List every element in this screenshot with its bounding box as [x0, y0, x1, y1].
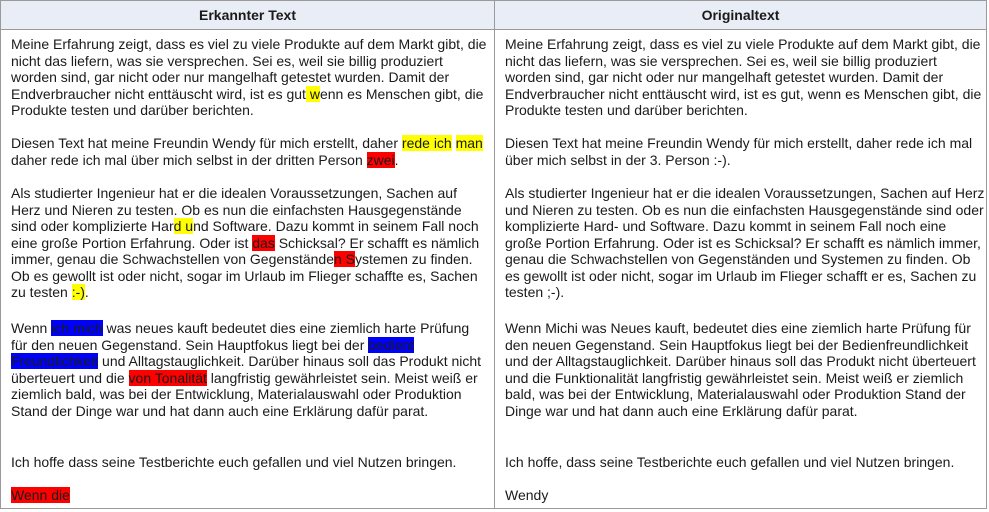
text-segment: daher rede ich mal über mich selbst in der dritten Person — [11, 151, 367, 168]
highlight-red: Wenn die — [11, 487, 70, 503]
highlight-yellow: rede ich — [401, 135, 452, 151]
recognized-paragraph-2 — [11, 135, 489, 168]
text-segment: . — [394, 151, 399, 168]
text-segment: Herz und Nieren zu testen. Ob es nun die einfachsten Hausgegenstände — [11, 201, 462, 218]
text-segment: die Produkte testen und darüber berichten. — [11, 85, 484, 118]
text-segment: was neues kauft bedeutet dies eine ziemlich harte — [102, 320, 417, 336]
original-paragraph-1: Meine Erfahrung zeigt, dass es viel zu viele Produkte auf dem Markt gibt, die nicht das liefern, was sie versprechen. Sei es, weil sie billig produziert worden sind, gar nicht oder nur mangelhaft getestet wurden. Damit der Endverbraucher nicht enttäuscht wird, ist es gut, wenn es Menschen gibt, die Produkte testen und darüber berichten. — [505, 36, 982, 118]
text-segment: Prüfung für den neuen Gegenstand. Sein Hauptfokus liegt bei der — [11, 320, 470, 353]
text-segment: schaffte es, Sachen zu testen — [11, 267, 478, 300]
text-segment: nämlich immer, genau die Schwachstellen von Gegenstände — [11, 234, 480, 267]
text-segment: sind oder komplizierte Har — [11, 218, 174, 234]
text-segment: eine Erklärung dafür parat. — [258, 402, 429, 419]
text-segment: die nicht das liefern, was sie versprechen. Sei es, weil sie billig produziert — [11, 36, 487, 69]
recognized-paragraph-4 — [11, 320, 489, 419]
recognized-paragraph-3 — [11, 185, 489, 301]
header-original-text: Originaltext — [495, 1, 986, 30]
recognized-paragraph-1 — [11, 36, 489, 119]
text-segment: und Alltagstauglichkeit. Darüber hinaus soll das — [98, 353, 396, 369]
text-segment: noch eine große Portion Erfahrung. Oder ist — [11, 218, 479, 251]
highlight-red: zwei — [366, 151, 395, 168]
text-segment: Als studierter Ingenieur hat er die idealen Voraussetzungen, Sachen auf — [11, 185, 457, 201]
text-segment: sein. Meist weiß er ziemlich bald, was bei der Entwicklung, — [11, 369, 478, 402]
text-segment: langfristig gewährleistet — [206, 369, 358, 386]
recognized-text-column — [1, 30, 495, 508]
text-segment: Schicksal? Er schafft es — [274, 234, 428, 251]
text-segment: ystemen — [355, 251, 408, 267]
text-segment: Materialauswahl oder Produktion Stand der Dinge war und hat dann auch — [11, 386, 462, 419]
highlight-yellow: d u — [173, 218, 194, 234]
recognized-paragraph-6 — [11, 487, 489, 504]
highlight-blue: bedient Freundlichkeit — [11, 336, 415, 369]
original-paragraph-3: Als studierter Ingenieur hat er die idealen Voraussetzungen, Sachen auf Herz und Nieren zu testen. Ob es nun die einfachsten Hausgegenstände sind oder komplizierte Hard- und Software. Dazu kommt in seinem Fall noch eine große Portion Erfahrung. Oder ist es Schicksal? Er schafft es nämlich immer, genau die Schwachstellen von Gegenständen und Systemen zu finden. Ob es gewollt ist oder nicht, sogar im Urlaub im Flieger schafft er es, Sachen zu testen ;-). — [505, 185, 985, 300]
original-paragraph-6: Wendy — [505, 487, 549, 503]
text-segment: . — [84, 284, 89, 300]
highlight-yellow: man — [455, 135, 483, 151]
text-segment: Ich hoffe dass seine Testberichte euch gefallen und viel Nutzen bringen. — [11, 454, 457, 470]
text-segment: Wenn — [11, 320, 52, 336]
highlight-yellow: w — [305, 85, 320, 102]
text-segment: Meine Erfahrung zeigt, dass es viel zu viele Produkte auf dem Markt gibt, — [11, 36, 464, 52]
text-segment: Produkt nicht überteuert und die — [11, 353, 482, 386]
original-paragraph-4: Wenn Michi was Neues kauft, bedeutet dies eine ziemlich harte Prüfung für den neuen Gegenstand. Sein Hauptfokus liegt bei der Bedienfreundlichkeit und der Alltagstauglichkeit. Darüber hinaus soll das Produkt nicht überteuert und die Funktionalität langfristig gewährleistet sein. Meist weiß er ziemlich bald, was bei der Entwicklung, Materialauswahl oder Produktion Stand der Dinge war und hat dann auch eine Erklärung dafür parat. — [505, 320, 976, 419]
highlight-yellow: :-) — [71, 284, 85, 300]
highlight-blue: ich mich — [51, 320, 103, 336]
header-recognized-text: Erkannter Text — [1, 1, 495, 30]
text-segment: zu finden. Ob es gewollt ist oder nicht, sogar im Urlaub im Flieger — [11, 251, 473, 284]
highlight-red: von Tonalität — [128, 369, 207, 386]
text-segment: enn es Menschen gibt, — [319, 85, 461, 102]
text-segment: Endverbraucher nicht enttäuscht wird, ist es gut — [11, 85, 306, 102]
text-segment: Diesen Text hat meine Freundin Wendy für mich erstellt, daher — [11, 135, 402, 151]
original-paragraph-5: Ich hoffe, dass seine Testberichte euch gefallen und viel Nutzen bringen. — [505, 454, 955, 470]
highlight-red: das — [252, 234, 275, 251]
original-text-column — [495, 30, 986, 508]
highlight-red: n S — [333, 251, 355, 267]
recognized-paragraph-5 — [11, 454, 489, 471]
original-paragraph-2: Diesen Text hat meine Freundin Wendy für mich erstellt, daher rede ich mal über mich selbst in der 3. Person :-). — [505, 135, 973, 168]
text-segment: nd Software. Dazu kommt in seinem Fall — [193, 218, 445, 234]
text-segment: worden sind, gar nicht oder nur mangelhaft getestet wurden. Damit der — [11, 69, 450, 85]
